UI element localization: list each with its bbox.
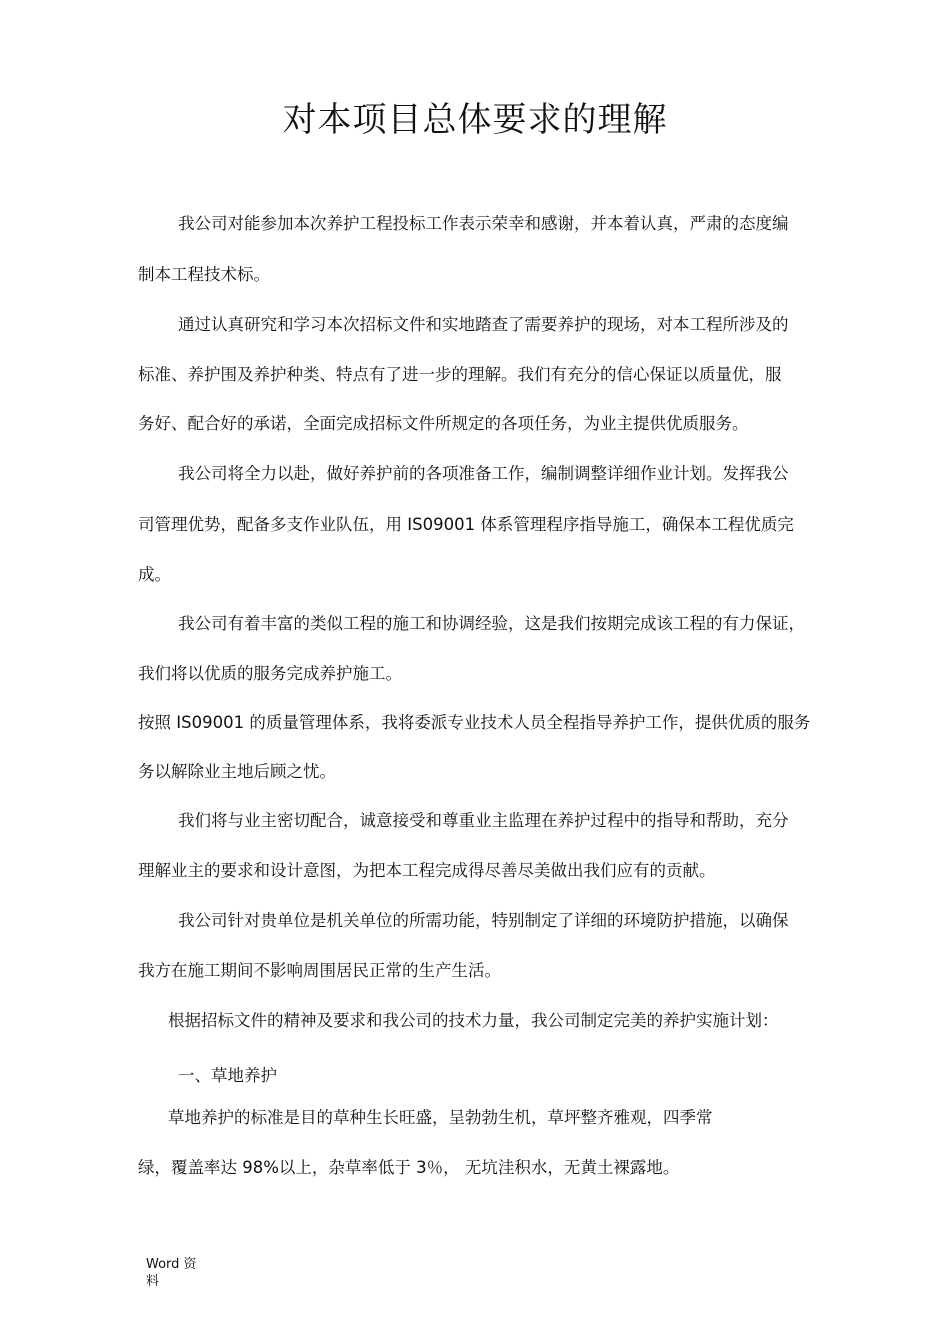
paragraph-line: 理解业主的要求和设计意图，为把本工程完成得尽善尽美做出我们应有的贡献。 [138, 861, 716, 880]
paragraph-line: 制本工程技术标。 [138, 265, 270, 284]
paragraph-line: 草地养护的标准是目的草种生长旺盛，呈勃勃生机，草坪整齐雅观，四季常 [168, 1108, 713, 1127]
paragraph-line: 我们将与业主密切配合，诚意接受和尊重业主监理在养护过程中的指导和帮助，充分 [178, 811, 789, 830]
paragraph-line: 通过认真研究和学习本次招标文件和实地踏查了需要养护的现场，对本工程所涉及的 [178, 315, 789, 334]
paragraph-line: 我们将以优质的服务完成养护施工。 [138, 664, 402, 683]
paragraph-line: 按照 IS09001 的质量管理体系，我将委派专业技术人员全程指导养护工作，提供优质的服务 [138, 713, 811, 732]
paragraph-line: 务好、配合好的承诺，全面完成招标文件所规定的各项任务，为业主提供优质服务。 [138, 414, 749, 433]
paragraph-line: 我公司针对贵单位是机关单位的所需功能，特别制定了详细的环境防护措施，以确保 [178, 911, 789, 930]
paragraph-line: 绿，覆盖率达 98%以上，杂草率低于 3％， 无坑洼积水，无黄土裸露地。 [138, 1158, 680, 1177]
section-heading: 一、草地养护 [178, 1066, 277, 1085]
paragraph-line: 我公司将全力以赴，做好养护前的各项准备工作，编制调整详细作业计划。发挥我公 [178, 464, 789, 483]
page-title: 对本项目总体要求的理解 [282, 100, 668, 140]
paragraph-line: 我公司对能参加本次养护工程投标工作表示荣幸和感谢，并本着认真，严肃的态度编 [178, 214, 789, 233]
paragraph-line: 成。 [138, 565, 171, 584]
paragraph-line: 我公司有着丰富的类似工程的施工和协调经验，这是我们按期完成该工程的有力保证， [178, 614, 805, 633]
paragraph-line: 标准、养护围及养护种类、特点有了进一步的理解。我们有充分的信心保证以质量优，服 [138, 365, 782, 384]
paragraph-line: 司管理优势，配备多支作业队伍，用 IS09001 体系管理程序指导施工，确保本工程优质完 [138, 515, 794, 534]
page-footer: Word 资料 [146, 1257, 197, 1289]
paragraph-line: 根据招标文件的精神及要求和我公司的技术力量，我公司制定完美的养护实施计划： [168, 1011, 779, 1030]
paragraph-line: 务以解除业主地后顾之忧。 [138, 762, 336, 781]
paragraph-line: 我方在施工期间不影响周围居民正常的生产生活。 [138, 961, 501, 980]
